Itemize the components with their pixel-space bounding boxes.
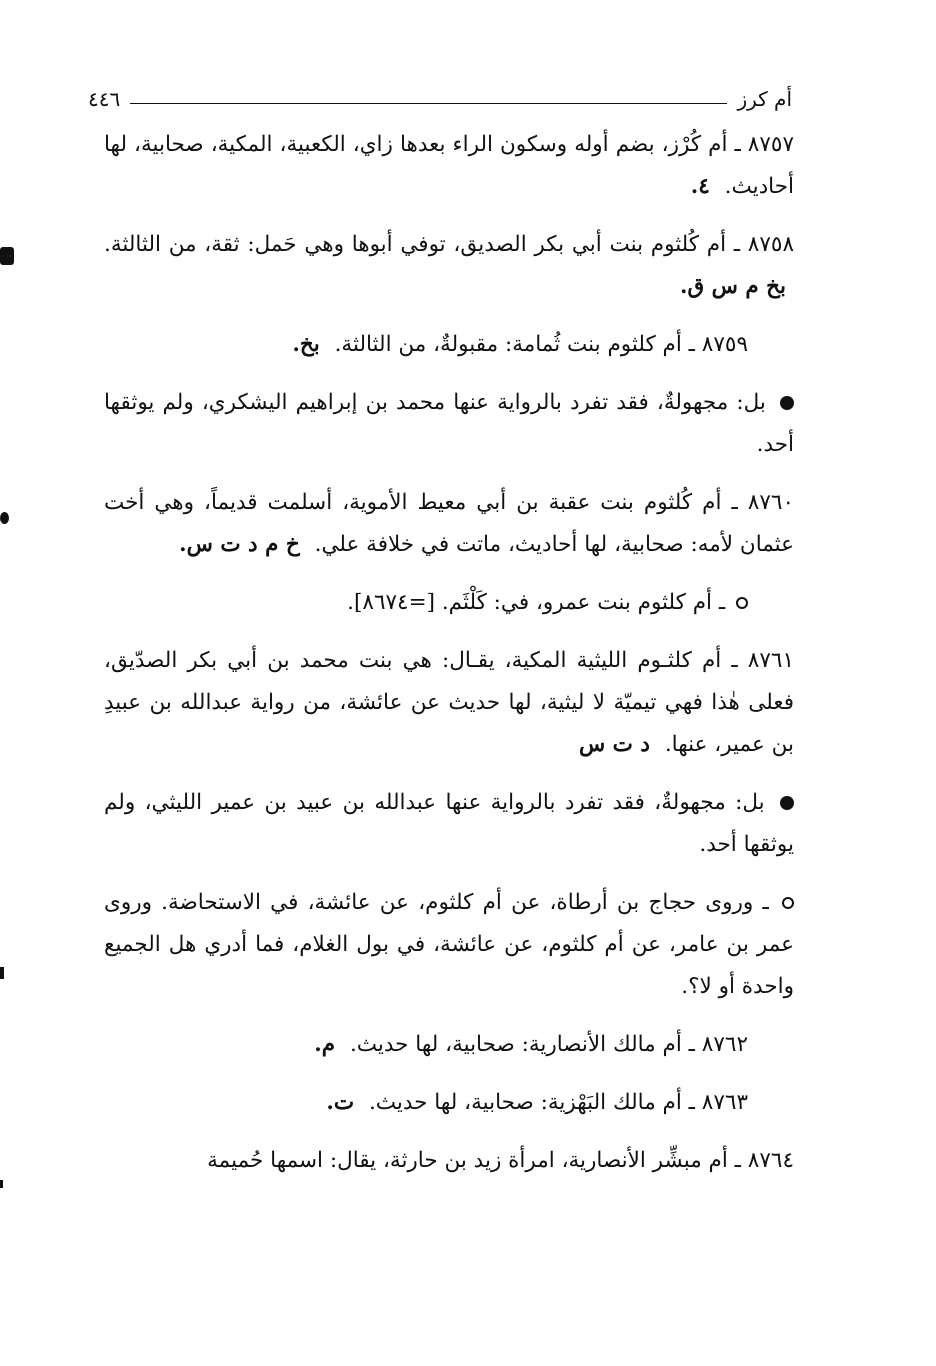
entry-text: ٨٧٦٠ ـ أم كُلثوم بنت عقبة بن أبي معيط الأموية، أسلمت قديماً، وهي أخت عثمان لأمه: صحابية، لها أحاديث، ماتت في خلافة علي.	[104, 490, 794, 557]
entry-refs: بخ.	[292, 332, 320, 357]
filled-bullet-icon	[780, 396, 794, 410]
entry-refs: ٤.	[690, 174, 710, 199]
entry-8761	[104, 640, 794, 766]
page-body	[104, 124, 794, 1198]
scan-mark	[0, 967, 4, 979]
entry-refs: م.	[314, 1032, 336, 1057]
filled-bullet-icon	[780, 796, 794, 810]
comment-text: بل: مجهولةٌ، فقد تفرد بالرواية عنها عبدالله بن عبيد بن عمير الليثي، ولم يوثقها أحد.	[104, 790, 794, 857]
entry-refs: ت.	[326, 1090, 355, 1115]
open-circle-icon	[782, 897, 794, 909]
entry-8757	[104, 124, 794, 208]
header-rule	[130, 103, 727, 104]
comment-8761	[104, 782, 794, 866]
entry-text: ٨٧٥٨ ـ أم كُلثوم بنت أبي بكر الصديق، توفي أبوها وهي حَمل: ثقة، من الثالثة.	[104, 232, 794, 257]
entry-8760	[104, 482, 794, 566]
running-header	[88, 86, 792, 112]
entry-8759	[104, 324, 794, 366]
entry-8764	[104, 1140, 794, 1182]
entry-text: ٨٧٦١ ـ أم كلثـوم الليثية المكية، يقـال: هي بنت محمد بن أبي بكر الصدّيق، فعلى هٰذا فهي تيميّة لا ليثية، لها حديث عن عائشة، من رواية عبدالله بن عبيدِ بن عمير، عنها.	[104, 648, 794, 757]
comment-text: بل: مجهولةٌ، فقد تفرد بالرواية عنها محمد بن إبراهيم اليشكري، ولم يوثقها أحد.	[104, 390, 794, 457]
entry-refs: بخ م س ق.	[679, 274, 786, 299]
scan-mark	[0, 1180, 3, 1188]
entry-refs: د ت س	[578, 732, 650, 757]
header-title: أم كرز	[737, 87, 792, 111]
open-circle-icon	[736, 597, 748, 609]
entry-text: ٨٧٥٧ ـ أم كُرْز، بضم أوله وسكون الراء بعدها زاي، الكعبية، المكية، صحابية، لها أحاديث.	[104, 132, 794, 199]
entry-text: ٨٧٥٩ ـ أم كلثوم بنت ثُمامة: مقبولةٌ، من الثالثة.	[334, 332, 748, 357]
cross-reference	[104, 582, 794, 624]
scan-mark	[0, 512, 9, 524]
entry-text: ٨٧٦٤ ـ أم مبشِّر الأنصارية، امرأة زيد بن حارثة، يقال: اسمها حُميمة	[207, 1148, 794, 1173]
entry-8758	[104, 224, 794, 308]
entry-text: ٨٧٦٢ ـ أم مالك الأنصارية: صحابية، لها حديث.	[349, 1032, 748, 1057]
note-text: ـ وروى حجاج بن أرطاة، عن أم كلثوم، عن عائشة، في الاستحاضة. وروى عمر بن عامر، عن أم كلثوم، عن عائشة، في بول الغلام، فما أدري هل الجميع واحدة أو لا؟.	[104, 890, 794, 999]
entry-text: ٨٧٦٣ ـ أم مالك البَهْزية: صحابية، لها حديث.	[368, 1090, 748, 1115]
entry-refs: خ م د ت س.	[179, 532, 300, 557]
cross-reference-text: ـ أم كلثوم بنت عمرو، في: كَلْثَم. [=٨٦٧٤].	[347, 590, 726, 615]
comment-8759	[104, 382, 794, 466]
note	[104, 882, 794, 1008]
entry-8762	[104, 1024, 794, 1066]
scan-mark	[0, 247, 14, 265]
entry-8763	[104, 1082, 794, 1124]
page-number: ٤٤٦	[88, 87, 121, 111]
